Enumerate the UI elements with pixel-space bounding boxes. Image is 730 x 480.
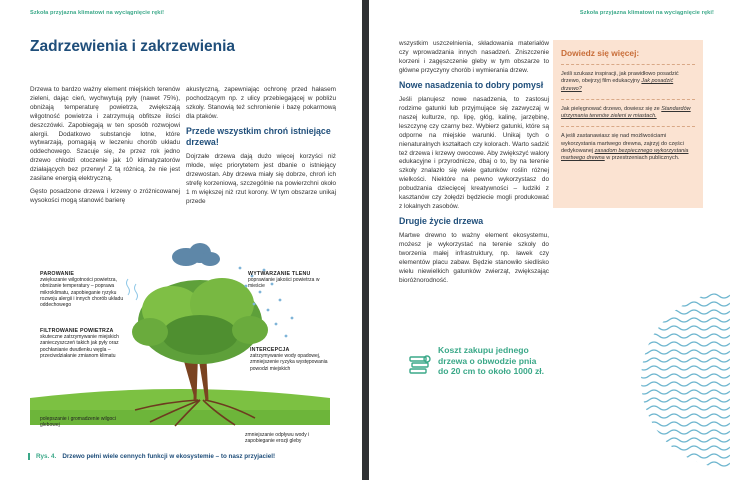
learn-more-item-1: Jeśli szukasz inspiracji, jak prawidłowo posadzić drzewo, obejrzyj film edukacyjny Jak posadzić drzewo?	[561, 71, 679, 92]
text-column-1	[30, 86, 180, 211]
label-intercepcja: INTERCEPCJA zatrzymywanie wody opadowej, zmniejszenie ryzyka występowania powodzi miejskich	[250, 347, 328, 372]
divider	[561, 99, 695, 100]
learn-more-box	[553, 40, 703, 208]
learn-more-title: Dowiedz się więcej:	[561, 48, 640, 58]
figure-caption-text: Drzewo pełni wiele cennych funkcji w ekosystemie – to nasz przyjaciel!	[62, 453, 276, 460]
label-odplyw-wody: zmniejszanie odpływu wody i zapobieganie erozji gleby	[245, 432, 310, 445]
section-heading: Nowe nasadzenia to dobry pomysł	[399, 80, 544, 91]
running-header: Szkoła przyjazna klimatowi na wyciągnięcie ręki!	[30, 10, 165, 16]
paragraph: Dojrzałe drzewa dają dużo więcej korzyści niż młode, więc priorytetem jest dbanie o istniejący drzewostan. Aby drzewa miały się dobrze, chroń ich strefę korzeniową, szczególnie na powierzchni około 1 m większej niż rzut korony. W tym obszarze unikaj przede	[186, 153, 336, 205]
money-stack-icon	[408, 353, 432, 377]
text-column-2	[186, 86, 336, 211]
cost-tip	[408, 345, 583, 395]
paragraph: Gęsto posadzone drzewa i krzewy o zróżnicowanej wysokości mogą stanowić barierę	[30, 188, 180, 205]
divider	[561, 64, 695, 65]
running-header: Szkoła przyjazna klimatowi na wyciągnięcie ręki!	[579, 10, 714, 16]
paragraph: akustyczną, zapewniając ochronę przed hałasem pochodzącym np. z ulicy przebiegającej w pobliżu szkoły. Stanowią też schronienie i bazę pokarmową dla ptaków.	[186, 86, 336, 120]
paragraph: Jeśli planujesz nowe nasadzenia, to zastosuj rodzime gatunki lub przyjmujące się zazwyczaj w naszej kulturze, np. lipę, głóg, kalinę, jarzębinę, leszczynę czy czarny bez. Wybierz gatunki, które są odporne na miejskie warunki. Unikaj tych o nienaturalnych kształtach czy kolorach. Warto sadzić też drzewa i krzewy owocowe. Aby zwiększyć walory edukacyjne i przyrodnicze, dbaj o to, by na terenie szkoły znalazło się wiele gatunków roślin różnej wielkości. Niektóre na pewno wykorzystasz do pobudzania dziecięcej kreatywności – ludziki z kasztanów czy żołędzi będziecie mogli produkować z lokalnych zasobów.	[399, 96, 549, 210]
section-heading: Drugie życie drzewa	[399, 216, 484, 227]
link-martwe-drewno[interactable]: zasadom bezpiecznego wykorzystania martwego drewna	[561, 148, 689, 162]
learn-more-item-3: A jeśli zastanawiasz się nad możliwościami wykorzystania martwego drewna, zajrzyj do części dedykowanej zasadom bezpiecznego wykorzystania martwego drewna w przestrzeniach publicznych.	[561, 133, 689, 162]
text-column-1	[399, 40, 549, 290]
cost-tip-text: Koszt zakupu jednego drzewa o obwodzie pnia do 20 cm to około 1000 zł.	[438, 345, 545, 376]
left-page	[0, 0, 362, 480]
page-title: Zadrzewienia i zakrzewienia	[30, 38, 236, 55]
cloud-icon	[172, 243, 220, 266]
label-filtrowanie: FILTROWANIE POWIETRZA skuteczne zatrzymywanie miejskich zanieczyszczeń takich jak pyły oraz pochłanianie dwutlenku węgla – przeciwdziałanie zmianom klimatu	[40, 328, 119, 359]
learn-more-item-2: Jak pielęgnować drzewo, dowiesz się ze Standardów utrzymania terenów zieleni w miastach.	[561, 105, 691, 120]
figure-number: Rys. 4.	[36, 453, 57, 460]
paragraph: wszystkim uszczelnienia, składowania materiałów czy wprowadzania innych nasadzeń. Zniszczenie korzeni i zagęszczenie gleby w tym obszarze to główne przyczyny chorób i wymierania drzew.	[399, 40, 549, 74]
link-posadzic-drzewo[interactable]: Jak posadzić drzewo?	[561, 78, 674, 92]
label-parowanie: PAROWANIE zwiększanie wilgotności powietrza, obniżanie temperatury – poprawa mikroklimatu, zapobieganie ryzyku rozwoju alergii i innych chorób układu oddechowego	[40, 271, 124, 309]
section-heading: Przede wszystkim chroń istniejące drzewa!	[186, 126, 331, 148]
link-standardy-utrzymania[interactable]: Standardów utrzymania terenów zieleni w miastach.	[561, 105, 691, 120]
paragraph: Drzewa to bardzo ważny element miejskich terenów zieleni, dając cień, wychwytują pyły (nawet 75%), obniżają temperaturę powietrza, zwiększają wilgotność powietrza i zatrzymują obfitsze ilości deszczówki. Zapobiegają w ten sposób rozwojowi alergii. Dodatkowo substancje lotne, które wytwarzają, pomagają w leczeniu chorób układu oddechowego. Szacuje się, że przez rok jedno drzewo chłodzi otoczenie jak 10 klimatyzatorów działających bez przerwy! Z tą różnicą, że nie jest zasilane energią elektryczną.	[30, 86, 180, 183]
wave-pattern-decoration	[629, 290, 730, 470]
divider	[561, 126, 695, 127]
label-wytwarzanie-tlenu: WYTWARZANIE TLENU poprawianie jakości powietrza w mieście	[248, 271, 320, 290]
label-gleba: polepszanie i gromadzenie wilgoci glebowej	[40, 416, 116, 429]
figure-caption	[28, 453, 275, 460]
paragraph: Martwe drewno to ważny element ekosystemu, możesz je wykorzystać na terenie szkoły do tworzenia małej infrastruktury, np. ławek czy elementów placu zabaw. Będzie stanowiło siedlisko wielu niewielkich gatunków zwierząt, zwiększając bioróżnorodność.	[399, 232, 549, 284]
tree-crown	[132, 278, 268, 364]
